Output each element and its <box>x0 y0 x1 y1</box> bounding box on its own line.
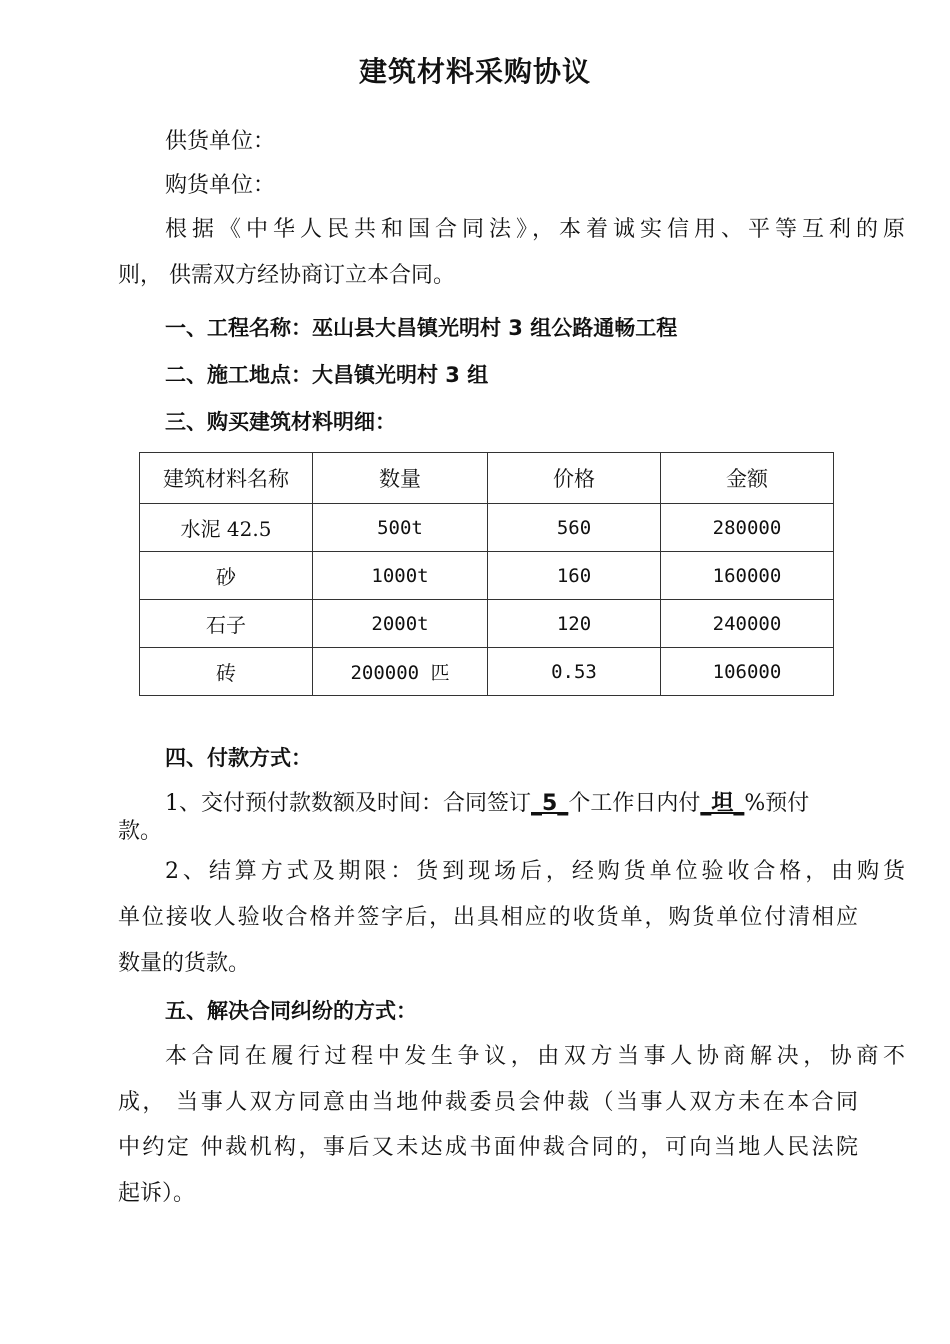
cell-material: 水泥 42.5 <box>140 504 313 552</box>
table-row <box>140 504 834 552</box>
payment-term-2-line3: 数量的货款。 <box>118 951 251 976</box>
payment-days-value: _5_ <box>531 791 569 816</box>
supplier-label: 供货单位： <box>165 129 276 154</box>
table-header-row <box>140 453 834 504</box>
header-price: 价格 <box>488 453 661 504</box>
cell-quantity: 1000t <box>313 552 488 600</box>
dispute-paragraph-line1: 本合同在履行过程中发生争议，由双方当事人协商解决，协商不 <box>165 1044 905 1069</box>
section-payment-method: 四、付款方式： <box>165 746 312 770</box>
header-amount: 金额 <box>661 453 834 504</box>
cell-price: 0.53 <box>488 648 661 696</box>
cell-amount: 240000 <box>661 600 834 648</box>
payment-term-1-suffix: %预付 <box>744 791 810 816</box>
table-row <box>140 552 834 600</box>
intro-paragraph-line2: 则， 供需双方经协商订立本合同。 <box>118 263 455 288</box>
cell-quantity: 200000 匹 <box>313 648 488 696</box>
table-row <box>140 600 834 648</box>
dispute-paragraph-line4: 起诉）。 <box>118 1181 196 1206</box>
section-project-name: 一、工程名称：巫山县大昌镇光明村 3 组公路通畅工程 <box>165 316 678 340</box>
header-quantity: 数量 <box>313 453 488 504</box>
materials-table <box>139 452 834 696</box>
payment-term-2-line2: 单位接收人验收合格并签字后，出具相应的收货单，购货单位付清相应 <box>118 905 858 930</box>
cell-quantity: 500t <box>313 504 488 552</box>
buyer-label: 购货单位： <box>165 173 276 198</box>
cell-amount: 160000 <box>661 552 834 600</box>
payment-term-2-line1: 2、结算方式及期限：货到现场后，经购货单位验收合格，由购货 <box>165 859 905 884</box>
cell-material: 砂 <box>140 552 313 600</box>
cell-quantity: 2000t <box>313 600 488 648</box>
intro-paragraph-line1: 根据《中华人民共和国合同法》，本着诚实信用、平等互利的原 <box>165 217 905 242</box>
payment-term-1-middle: 个工作日内付 <box>568 791 701 816</box>
cell-price: 120 <box>488 600 661 648</box>
section-materials-detail: 三、购买建筑材料明细： <box>165 410 396 434</box>
cell-price: 560 <box>488 504 661 552</box>
cell-price: 160 <box>488 552 661 600</box>
cell-material: 砖 <box>140 648 313 696</box>
table-row <box>140 648 834 696</box>
section-dispute-resolution: 五、解决合同纠纷的方式： <box>165 999 417 1023</box>
document-title: 建筑材料采购协议 <box>358 55 591 88</box>
cell-amount: 280000 <box>661 504 834 552</box>
payment-percent-value: _坦_ <box>700 791 745 816</box>
cell-amount: 106000 <box>661 648 834 696</box>
payment-term-1-prefix: 1、交付预付款数额及时间：合同签订 <box>165 791 531 816</box>
payment-term-1-line2: 款。 <box>118 819 163 844</box>
header-material-name: 建筑材料名称 <box>140 453 313 504</box>
section-construction-site: 二、施工地点：大昌镇光明村 3 组 <box>165 363 489 387</box>
cell-material: 石子 <box>140 600 313 648</box>
dispute-paragraph-line3: 中约定 仲裁机构，事后又未达成书面仲裁合同的，可向当地人民法院 <box>118 1135 858 1160</box>
dispute-paragraph-line2: 成， 当事人双方同意由当地仲裁委员会仲裁（当事人双方未在本合同 <box>118 1090 858 1115</box>
